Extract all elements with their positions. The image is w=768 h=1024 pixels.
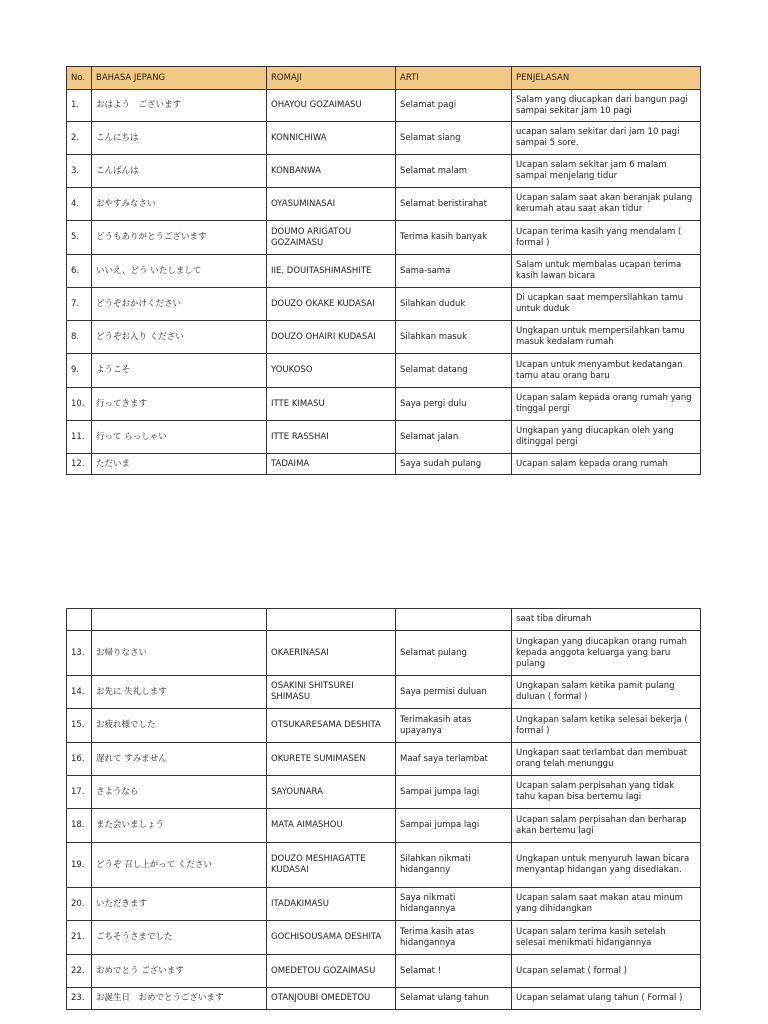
cell-bahasa-jepang: 行ってきます (92, 388, 267, 421)
cell-penjelasan: Salam yang diucapkan dari bangun pagi sampai sekitar jam 10 pagi (512, 90, 701, 122)
cell-bahasa-jepang: 行って らっしゃい (92, 421, 267, 454)
cell-no: 21. (67, 921, 92, 955)
cell-penjelasan: Ungkapan untuk menyuruh lawan bicara menyantap hidangan yang disediakan. (512, 843, 701, 888)
cell-no: 1. (67, 90, 92, 122)
cell-bahasa-jepang: お帰りなさい (92, 631, 267, 676)
cell-arti: Selamat pulang (396, 631, 512, 676)
cell-arti: Selamat jalan (396, 421, 512, 454)
cell-romaji: OKAERINASAI (267, 631, 396, 676)
cell-bahasa-jepang: 遅れて すみません (92, 743, 267, 776)
cell-romaji: KONNICHIWA (267, 122, 396, 155)
cell-bahasa-jepang: おめでとう ございます (92, 955, 267, 988)
cell-romaji: DOUMO ARIGATOU GOZAIMASU (267, 221, 396, 255)
cell-no: 12. (67, 454, 92, 475)
cell-bahasa-jepang: おやすみなさい (92, 188, 267, 221)
cell-no: 10. (67, 388, 92, 421)
cell-arti: Selamat pagi (396, 90, 512, 122)
cell-no: 15. (67, 709, 92, 743)
cell-arti: Saya pergi dulu (396, 388, 512, 421)
table-row (67, 388, 701, 421)
cell-arti: Selamat datang (396, 354, 512, 388)
cell-no: 17. (67, 776, 92, 809)
cell-bahasa-jepang: おはよう ございます (92, 90, 267, 122)
header-bahasa-jepang: BAHASA JEPANG (92, 67, 267, 90)
cell-romaji: DOUZO OKAKE KUDASAI (267, 288, 396, 321)
cell-bahasa-jepang: どうぞ 召し上がって ください (92, 843, 267, 888)
cell-romaji: OSAKINI SHITSUREI SHIMASU (267, 676, 396, 709)
header-arti: ARTI (396, 67, 512, 90)
cell-no: 23. (67, 988, 92, 1010)
cell-bahasa-jepang (92, 609, 267, 631)
cell-romaji: DOUZO OHAIRI KUDASAI (267, 321, 396, 354)
cell-no: 9. (67, 354, 92, 388)
cell-romaji: OTSUKARESAMA DESHITA (267, 709, 396, 743)
cell-arti: Sama-sama (396, 255, 512, 288)
cell-arti (396, 609, 512, 631)
cell-romaji (267, 609, 396, 631)
cell-romaji: IIE, DOUITASHIMASHITE (267, 255, 396, 288)
cell-no: 2. (67, 122, 92, 155)
cell-arti: Terima kasih atas hidangannya (396, 921, 512, 955)
cell-penjelasan: Ucapan salam saat makan atau minum yang dihidangkan (512, 888, 701, 921)
table-row (67, 221, 701, 255)
cell-no: 3. (67, 155, 92, 188)
cell-bahasa-jepang: お先に 失礼します (92, 676, 267, 709)
cell-arti: Terima kasih banyak (396, 221, 512, 255)
cell-arti: Selamat beristirahat (396, 188, 512, 221)
cell-no: 8. (67, 321, 92, 354)
cell-no: 5. (67, 221, 92, 255)
table-row (67, 776, 701, 809)
cell-no: 4. (67, 188, 92, 221)
cell-romaji: OYASUMINASAI (267, 188, 396, 221)
cell-bahasa-jepang: お誕生日 おめでとうございます (92, 988, 267, 1010)
cell-bahasa-jepang: どうもありがとうございます (92, 221, 267, 255)
cell-penjelasan: Ucapan untuk menyambut kedatangan tamu atau orang baru (512, 354, 701, 388)
cell-arti: Saya permisi duluan (396, 676, 512, 709)
cell-no: 6. (67, 255, 92, 288)
cell-arti: Saya nikmati hidangannya (396, 888, 512, 921)
cell-bahasa-jepang: こんばんは (92, 155, 267, 188)
table-row (67, 988, 701, 1010)
cell-penjelasan: Ungkapan salam ketika selesai bekerja ( formal ) (512, 709, 701, 743)
cell-penjelasan: Ucapan salam perpisahan dan berharap akan bertemu lagi (512, 809, 701, 843)
cell-arti: Sampai jumpa lagi (396, 776, 512, 809)
cell-bahasa-jepang: さようなら (92, 776, 267, 809)
cell-penjelasan: Ungkapan yang diucapkan oleh yang ditinggal pergi (512, 421, 701, 454)
cell-bahasa-jepang: こんにちは (92, 122, 267, 155)
cell-no: 14. (67, 676, 92, 709)
cell-penjelasan: Salam untuk membalas ucapan terima kasih lawan bicara (512, 255, 701, 288)
cell-penjelasan: Ucapan salam terima kasih setelah selesai menikmati hidangannya (512, 921, 701, 955)
cell-romaji: SAYOUNARA (267, 776, 396, 809)
cell-arti: Silahkan nikmati hidanganny (396, 843, 512, 888)
table-row (67, 188, 701, 221)
cell-no: 16. (67, 743, 92, 776)
cell-penjelasan: Ucapan salam sekitar jam 6 malam sampai menjelang tidur (512, 155, 701, 188)
cell-no: 11. (67, 421, 92, 454)
table-row (67, 288, 701, 321)
cell-arti: Maaf saya terlambat (396, 743, 512, 776)
cell-romaji: OTANJOUBI OMEDETOU (267, 988, 396, 1010)
cell-penjelasan: Ucapan salam saat akan beranjak pulang kerumah atau saat akan tidur (512, 188, 701, 221)
cell-no: 7. (67, 288, 92, 321)
cell-penjelasan: Ucapan salam kepada orang rumah (512, 454, 701, 475)
cell-bahasa-jepang: お疲れ様でした (92, 709, 267, 743)
header-penjelasan: PENJELASAN (512, 67, 701, 90)
cell-bahasa-jepang: ごちそうさまでした (92, 921, 267, 955)
cell-arti: Silahkan masuk (396, 321, 512, 354)
cell-arti: Saya sudah pulang (396, 454, 512, 475)
cell-penjelasan: Ungkapan untuk mempersilahkan tamu masuk kedalam rumah (512, 321, 701, 354)
table-row (67, 354, 701, 388)
table-row (67, 921, 701, 955)
cell-romaji: MATA AIMASHOU (267, 809, 396, 843)
cell-penjelasan: ucapan salam sekitar dari jam 10 pagi sampai 5 sore. (512, 122, 701, 155)
cell-penjelasan: Ucapan selamat ulang tahun ( Formal ) (512, 988, 701, 1010)
cell-penjelasan: Ungkapan yang diucapkan orang rumah kepada anggota keluarga yang baru pulang (512, 631, 701, 676)
table-row (67, 255, 701, 288)
cell-bahasa-jepang: いいえ、どう いたしまして (92, 255, 267, 288)
table-row (67, 743, 701, 776)
cell-romaji: ITADAKIMASU (267, 888, 396, 921)
cell-bahasa-jepang: また会いましょう (92, 809, 267, 843)
table-header-row (67, 67, 701, 90)
table-row (67, 321, 701, 354)
cell-no: 19. (67, 843, 92, 888)
cell-bahasa-jepang: ようこそ (92, 354, 267, 388)
cell-penjelasan: Ucapan salam kepada orang rumah yang tinggal pergi (512, 388, 701, 421)
cell-penjelasan: Di ucapkan saat mempersilahkan tamu untuk duduk (512, 288, 701, 321)
cell-arti: Selamat ulang tahun (396, 988, 512, 1010)
cell-romaji: YOUKOSO (267, 354, 396, 388)
cell-penjelasan: Ungkapan saat terlambat dan membuat orang telah menunggu (512, 743, 701, 776)
cell-romaji: ITTE KIMASU (267, 388, 396, 421)
cell-no: 13. (67, 631, 92, 676)
cell-romaji: OHAYOU GOZAIMASU (267, 90, 396, 122)
table-row (67, 955, 701, 988)
greetings-table-part-2 (66, 608, 701, 1010)
cell-arti: Selamat ! (396, 955, 512, 988)
table-row (67, 676, 701, 709)
cell-penjelasan: Ucapan salam perpisahan yang tidak tahu kapan bisa bertemu lagi (512, 776, 701, 809)
cell-penjelasan: Ungkapan salam ketika pamit pulang duluan ( formal ) (512, 676, 701, 709)
cell-arti: Silahkan duduk (396, 288, 512, 321)
table-row (67, 122, 701, 155)
cell-romaji: DOUZO MESHIAGATTE KUDASAI (267, 843, 396, 888)
table-row (67, 421, 701, 454)
cell-romaji: ITTE RASSHAI (267, 421, 396, 454)
cell-romaji: GOCHISOUSAMA DESHITA (267, 921, 396, 955)
cell-penjelasan: Ucapan selamat ( formal ) (512, 955, 701, 988)
greetings-table-part-1 (66, 66, 701, 475)
cell-arti: Selamat siang (396, 122, 512, 155)
cell-romaji: OKURETE SUMIMASEN (267, 743, 396, 776)
header-romaji: ROMAJI (267, 67, 396, 90)
table-row (67, 155, 701, 188)
table-row (67, 843, 701, 888)
cell-bahasa-jepang: ただいま (92, 454, 267, 475)
table-row (67, 90, 701, 122)
cell-romaji: KONBANWA (267, 155, 396, 188)
header-no: No. (67, 67, 92, 90)
cell-penjelasan: Ucapan terima kasih yang mendalam ( formal ) (512, 221, 701, 255)
table-row (67, 809, 701, 843)
table-row (67, 454, 701, 475)
table-row (67, 888, 701, 921)
cell-arti: Terimakasih atas upayanya (396, 709, 512, 743)
table-row (67, 709, 701, 743)
cell-bahasa-jepang: いただきます (92, 888, 267, 921)
cell-no (67, 609, 92, 631)
cell-bahasa-jepang: どうぞお入り ください (92, 321, 267, 354)
cell-arti: Selamat malam (396, 155, 512, 188)
table-row (67, 609, 701, 631)
table-row (67, 631, 701, 676)
cell-romaji: TADAIMA (267, 454, 396, 475)
cell-arti: Sampai jumpa lagi (396, 809, 512, 843)
cell-penjelasan: saat tiba dirumah (512, 609, 701, 631)
cell-romaji: OMEDETOU GOZAIMASU (267, 955, 396, 988)
cell-no: 20. (67, 888, 92, 921)
cell-no: 18. (67, 809, 92, 843)
cell-no: 22. (67, 955, 92, 988)
cell-bahasa-jepang: どうぞおかけください (92, 288, 267, 321)
